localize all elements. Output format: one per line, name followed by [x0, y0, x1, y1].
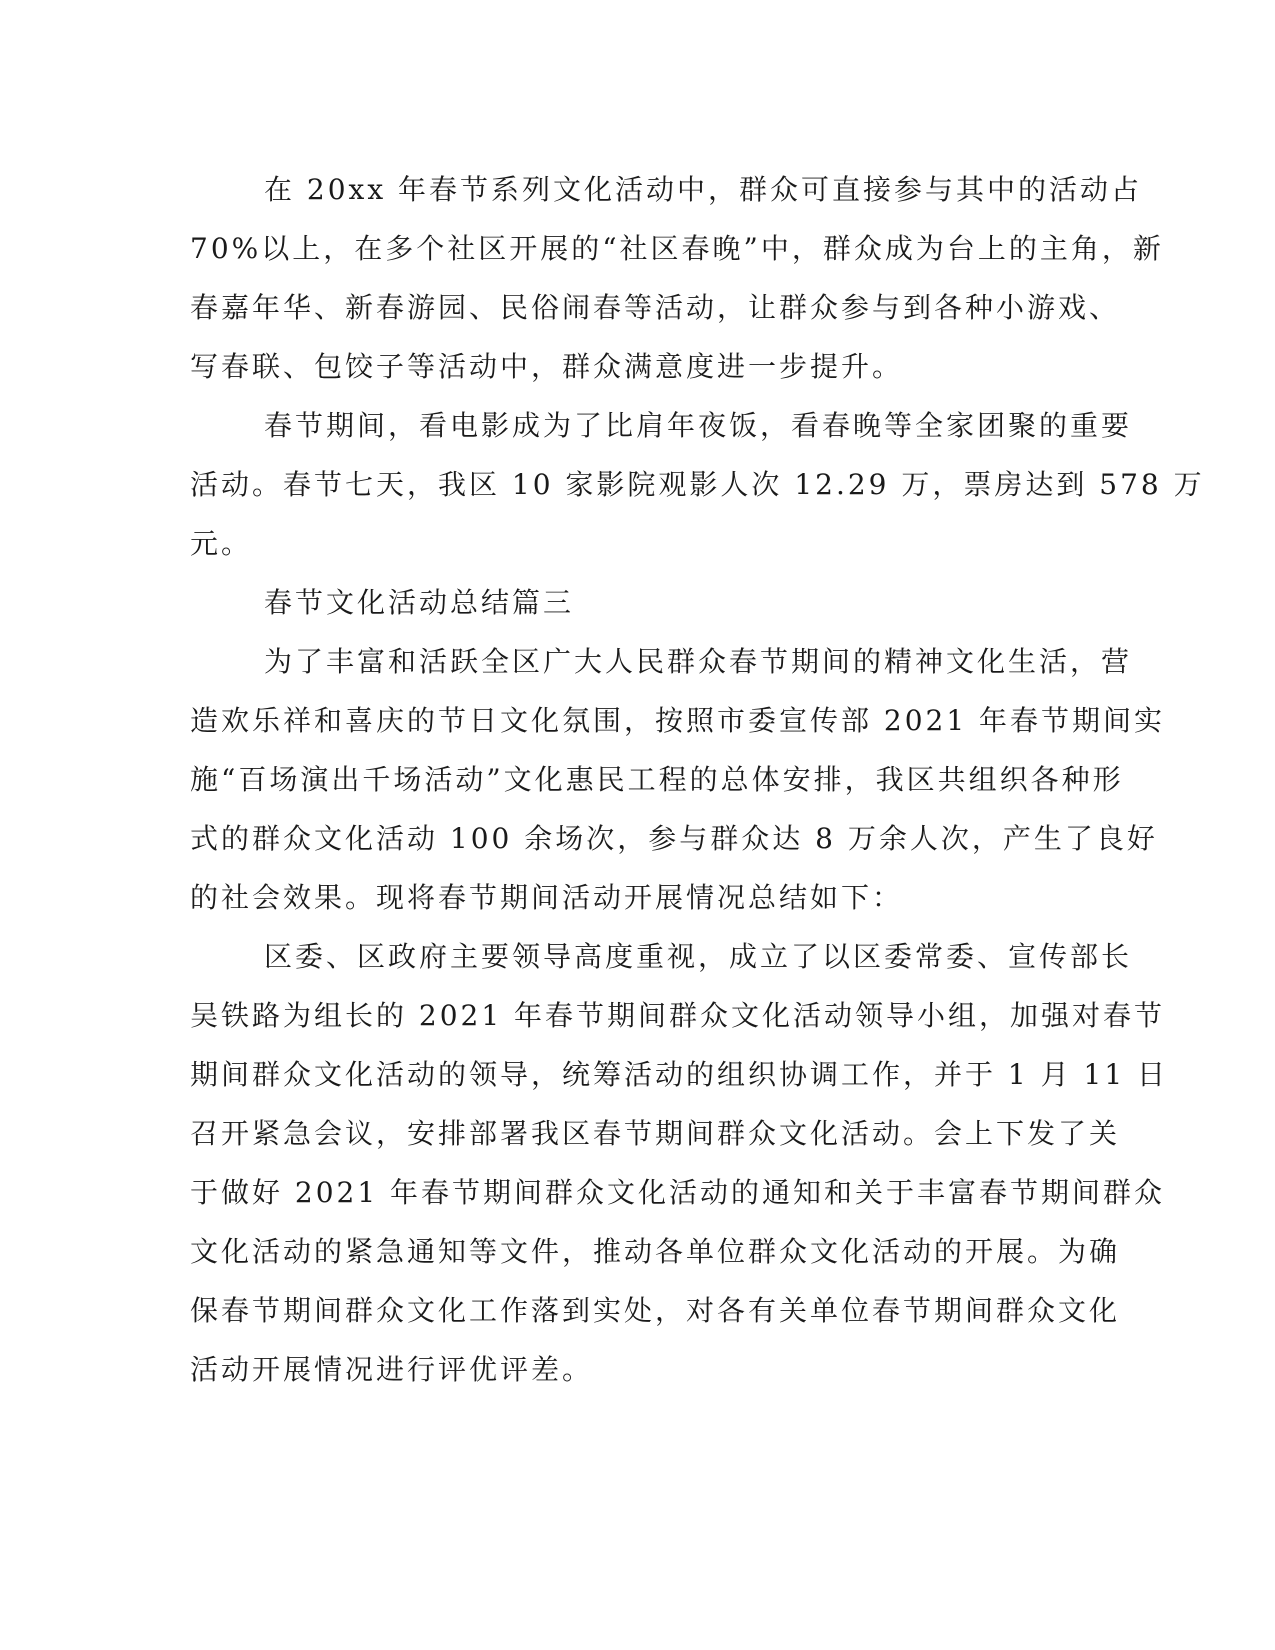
paragraph-line: 文化活动的紧急通知等文件，推动各单位群众文化活动的开展。为确	[190, 1235, 1121, 1268]
section-heading	[190, 573, 1080, 632]
paragraph-line: 70%以上，在多个社区开展的“社区春晚”中，群众成为台上的主角，新	[190, 232, 1164, 265]
paragraph-1	[190, 160, 1164, 396]
paragraph-line: 保春节期间群众文化工作落到实处，对各有关单位春节期间群众文化	[190, 1294, 1121, 1327]
paragraph-line: 造欢乐祥和喜庆的节日文化氛围，按照市委宣传部 2021 年春节期间实	[190, 704, 1166, 737]
paragraph-line: 写春联、包饺子等活动中，群众满意度进一步提升。	[190, 350, 904, 383]
paragraph-line: 为了丰富和活跃全区广大人民群众春节期间的精神文化生活，营	[264, 645, 1133, 678]
paragraph-line: 春嘉年华、新春游园、民俗闹春等活动，让群众参与到各种小游戏、	[190, 291, 1121, 324]
paragraph-line: 区委、区政府主要领导高度重视，成立了以区委常委、宣传部长	[264, 940, 1133, 973]
paragraph-2	[190, 396, 1205, 573]
section-heading-text: 春节文化活动总结篇三	[264, 586, 575, 619]
paragraph-line: 于做好 2021 年春节期间群众文化活动的通知和关于丰富春节期间群众	[190, 1176, 1166, 1209]
paragraph-line: 春节期间，看电影成为了比肩年夜饭，看春晚等全家团聚的重要	[264, 409, 1133, 442]
paragraph-line: 式的群众文化活动 100 余场次，参与群众达 8 万余人次，产生了良好	[190, 822, 1158, 855]
paragraph-line: 的社会效果。现将春节期间活动开展情况总结如下：	[190, 881, 904, 914]
paragraph-line: 元。	[190, 527, 253, 560]
paragraph-3	[190, 632, 1166, 927]
paragraph-line: 在 20xx 年春节系列文化活动中，群众可直接参与其中的活动占	[264, 173, 1143, 206]
paragraph-line: 召开紧急会议，安排部署我区春节期间群众文化活动。会上下发了关	[190, 1117, 1121, 1150]
paragraph-line: 施“百场演出千场活动”文化惠民工程的总体安排，我区共组织各种形	[190, 763, 1124, 796]
paragraph-4	[190, 927, 1169, 1399]
paragraph-line: 吴铁路为组长的 2021 年春节期间群众文化活动领导小组，加强对春节	[190, 999, 1166, 1032]
paragraph-line: 活动开展情况进行评优评差。	[190, 1353, 594, 1386]
document-page	[190, 160, 1205, 1399]
paragraph-line: 期间群众文化活动的领导，统筹活动的组织协调工作，并于 1 月 11 日	[190, 1058, 1169, 1091]
paragraph-line: 活动。春节七天，我区 10 家影院观影人次 12.29 万，票房达到 578 万	[190, 468, 1205, 501]
